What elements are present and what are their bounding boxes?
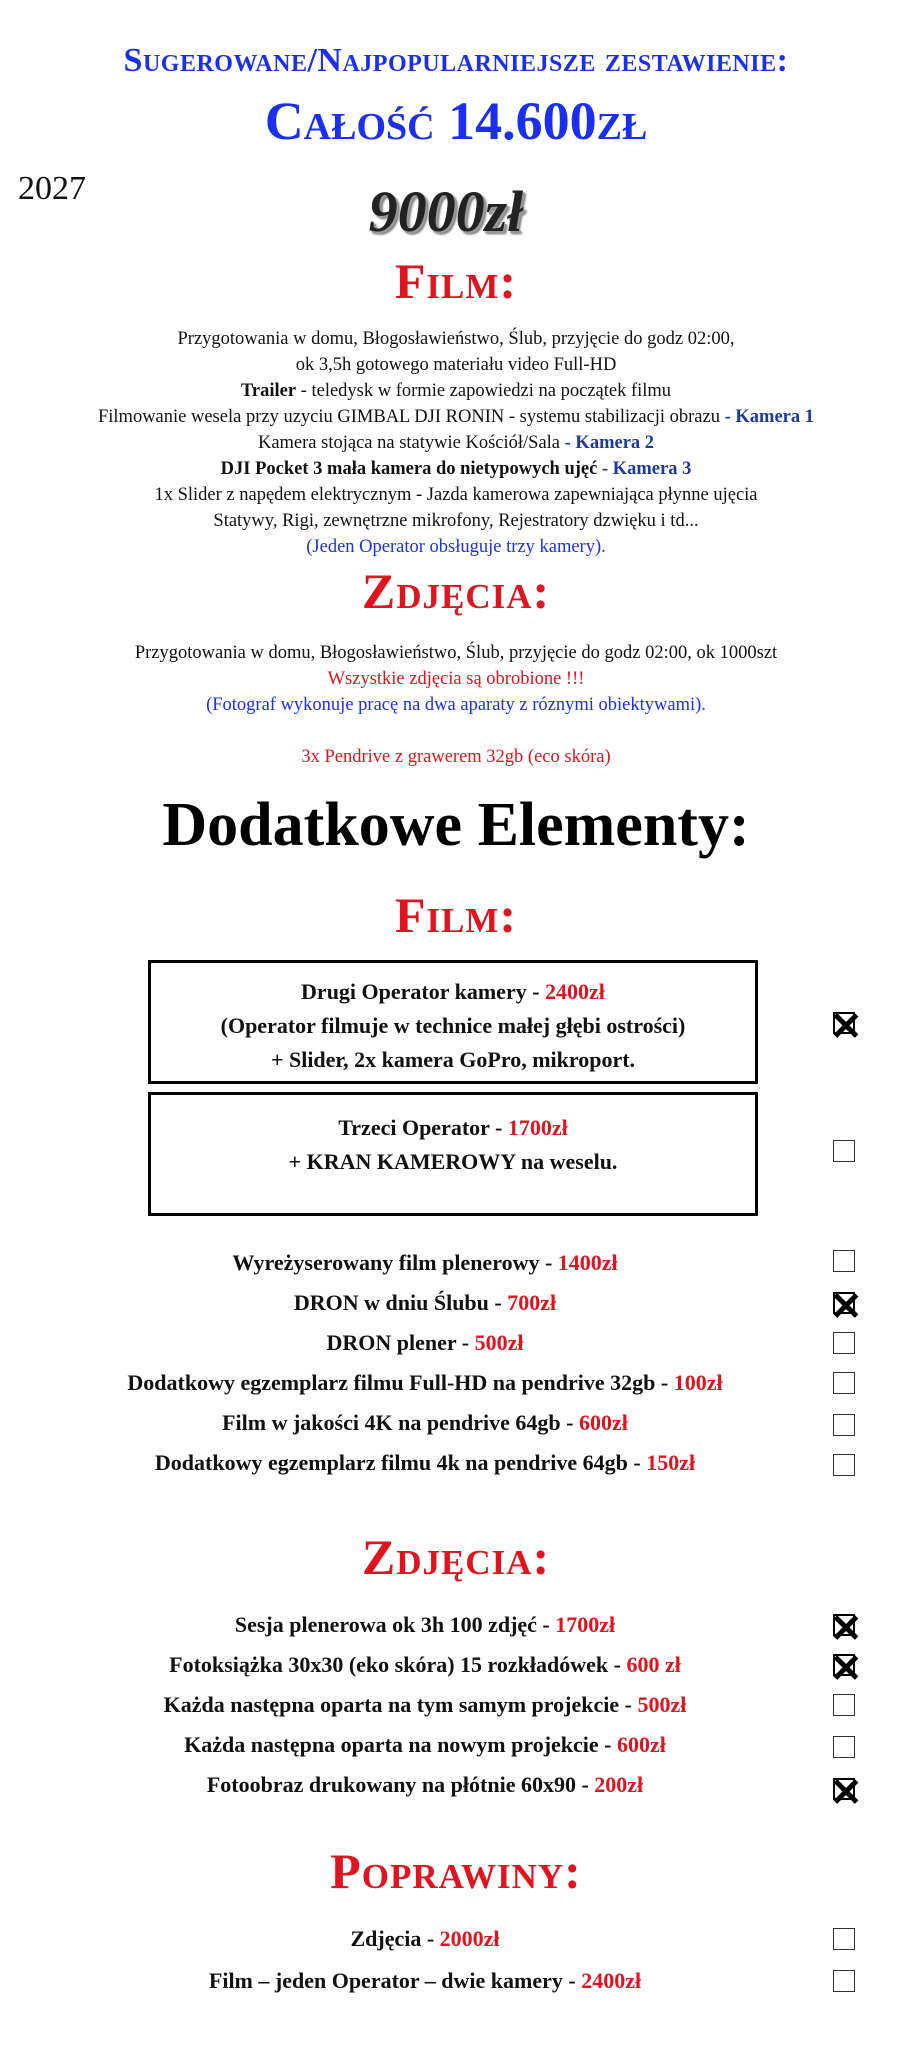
- year-label: 2027: [18, 170, 86, 207]
- film-line-3: Trailer - teledysk w formie zapowiedzi na początek filmu: [240, 381, 672, 401]
- film-option-item: DRON plener - 500zł: [326, 1330, 524, 1355]
- photo-option-item: Każda następna oparta na tym samym projekcie - 500zł: [163, 1692, 687, 1717]
- photos-description: [0, 640, 912, 770]
- extras-film-title: Film:: [394, 887, 518, 943]
- film-option-item: Dodatkowy egzemplarz filmu 4k na pendrive 64gb - 150zł: [154, 1450, 696, 1475]
- film-line-6: DJI Pocket 3 mała kamera do nietypowych ujęć - Kamera 3: [220, 459, 692, 479]
- checkbox-photo-option[interactable]: [833, 1778, 855, 1800]
- correction-option-item: Zdjęcia - 2000zł: [350, 1926, 500, 1951]
- film-line-8: Statywy, Rigi, zewnętrzne mikrofony, Rejestratory dzwięku i td...: [213, 511, 699, 531]
- checkbox-photo-option[interactable]: [833, 1736, 855, 1758]
- film-line-5: Kamera stojąca na statywie Kościół/Sala - Kamera 2: [257, 433, 655, 453]
- film-option-item: Dodatkowy egzemplarz filmu Full-HD na pendrive 32gb - 100zł: [127, 1370, 723, 1395]
- photos-line-3: (Fotograf wykonuje pracę na dwa aparaty z róznymi obiektywami).: [206, 695, 706, 715]
- film-line-7: 1x Slider z napędem elektrycznym - Jazda kamerowa zapewniająca płynne ujęcia: [154, 485, 758, 505]
- checkbox-second-operator[interactable]: [833, 1012, 855, 1034]
- base-price: 9000zł: [368, 179, 524, 244]
- film-note: (Jeden Operator obsługuje trzy kamery).: [306, 537, 606, 557]
- film-title: Film:: [394, 253, 518, 309]
- checkbox-film-option[interactable]: [833, 1372, 855, 1394]
- extras-title: Dodatkowe Elementy:: [162, 791, 750, 859]
- film-description: [0, 326, 912, 560]
- photo-option-item: Fotoksiążka 30x30 (eko skóra) 15 rozkładówek - 600 zł: [169, 1652, 681, 1677]
- checkbox-film-option[interactable]: [833, 1454, 855, 1476]
- film-option-item: DRON w dniu Ślubu - 700zł: [293, 1290, 557, 1315]
- photo-option-item: Fotoobraz drukowany na płótnie 60x90 - 200zł: [206, 1772, 644, 1797]
- film-line-1: Przygotowania w domu, Błogosławieństwo, Ślub, przyjęcie do godz 02:00,: [177, 329, 735, 349]
- film-option-item: Film w jakości 4K na pendrive 64gb - 600zł: [222, 1410, 628, 1435]
- header-total: Całość 14.600zł: [264, 91, 648, 151]
- film-option-item: Wyreżyserowany film plenerowy - 1400zł: [232, 1250, 618, 1275]
- checkbox-film-option[interactable]: [833, 1292, 855, 1314]
- checkbox-photo-option[interactable]: [833, 1694, 855, 1716]
- header-line-1: Sugerowane/Najpopularniejsze zestawienie:: [123, 42, 789, 79]
- extras-photos-title: Zdjęcia:: [361, 1529, 551, 1585]
- checkbox-film-option[interactable]: [833, 1414, 855, 1436]
- checkbox-photo-option[interactable]: [833, 1614, 855, 1636]
- photos-title: Zdjęcia:: [361, 563, 551, 619]
- checkbox-film-option[interactable]: [833, 1250, 855, 1272]
- option-third-operator: Trzeci Operator - 1700zł + KRAN KAMEROWY na weselu.: [148, 1092, 758, 1216]
- checkbox-film-option[interactable]: [833, 1332, 855, 1354]
- pendrive-line: 3x Pendrive z grawerem 32gb (eco skóra): [301, 747, 611, 767]
- film-line-2: ok 3,5h gotowego materiału video Full-HD: [295, 355, 617, 375]
- photos-line-1: Przygotowania w domu, Błogosławieństwo, Ślub, przyjęcie do godz 02:00, ok 1000szt: [134, 643, 778, 663]
- photo-option-item: Każda następna oparta na nowym projekcie - 600zł: [184, 1732, 666, 1757]
- checkbox-third-operator[interactable]: [833, 1140, 855, 1162]
- checkbox-correction-option[interactable]: [833, 1928, 855, 1950]
- photos-line-2: Wszystkie zdjęcia są obrobione !!!: [327, 669, 585, 689]
- film-line-4: Filmowanie wesela przy uzyciu GIMBAL DJI RONIN - systemu stabilizacji obrazu - Kamera 1: [97, 407, 814, 427]
- checkbox-photo-option[interactable]: [833, 1654, 855, 1676]
- checkbox-correction-option[interactable]: [833, 1970, 855, 1992]
- correction-option-item: Film – jeden Operator – dwie kamery - 2400zł: [208, 1968, 642, 1993]
- corrections-title: Poprawiny:: [330, 1843, 582, 1899]
- option-second-operator: Drugi Operator kamery - 2400zł (Operator filmuje w technice małej głębi ostrości) + Slider, 2x kamera GoPro, mikroport.: [148, 960, 758, 1084]
- photo-option-item: Sesja plenerowa ok 3h 100 zdjęć - 1700zł: [234, 1612, 616, 1637]
